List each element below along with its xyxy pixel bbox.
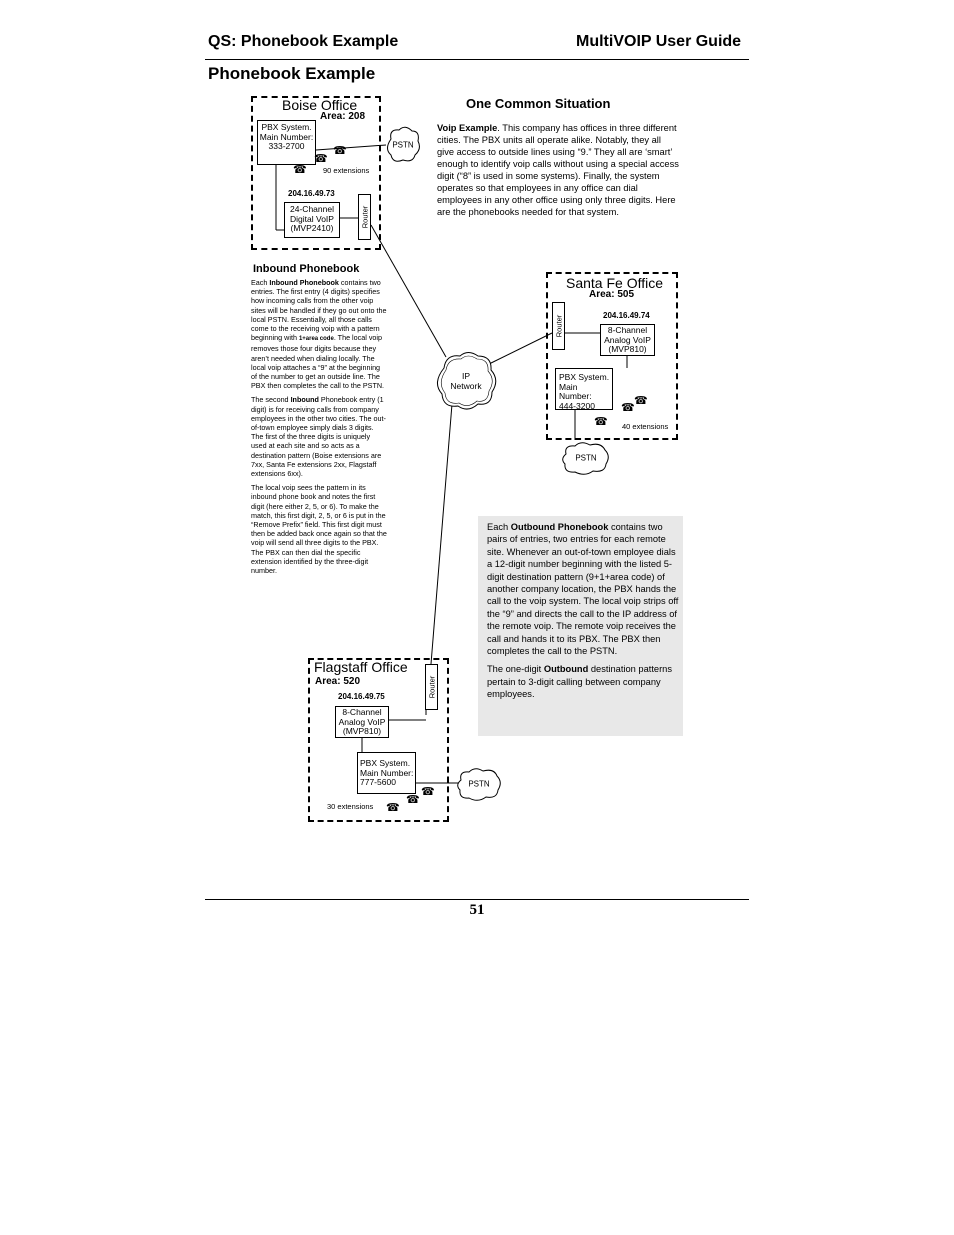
outbound-text-bold: Outbound [543, 664, 589, 675]
outbound-text-bold: Outbound Phonebook [510, 522, 609, 532]
flagstaff-ip-address: 204.16.49.75 [338, 692, 385, 701]
outbound-text: destination patterns pertain to 3-digit calling between company employees. [487, 664, 672, 700]
boise-office-title: Boise Office [282, 97, 358, 113]
santa-fe-router [552, 302, 565, 350]
boise-area-code: Area: 208 [320, 111, 366, 122]
header-guide-title: MultiVOIP User Guide [576, 33, 742, 50]
santa-fe-pbx-box [555, 368, 613, 410]
boise-ip-address: 204.16.49.73 [288, 189, 335, 198]
common-situation-title: One Common Situation [466, 96, 611, 111]
ip-network-label-line: Network [450, 381, 482, 391]
footer-rule [205, 899, 749, 900]
common-situation-body: . This company has offices in three different cities. The PBX units all operate alike. Notably, they all give access to outside lines using “9.” They all are ‘smart’ enough to identify voip calls without using a special access digit (“8” is used in some systems). Finally, the system operates so that employees in any office can dial employees in any other office using only three digits. Here are the phonebooks needed for that system. [437, 123, 679, 217]
santa-fe-voip-channel: 8-Channel [607, 325, 648, 335]
inbound-text-bold: Inbound [290, 395, 319, 405]
telephone-icon: ☎ [634, 395, 648, 407]
flagstaff-office-title: Flagstaff Office [314, 659, 408, 675]
voip-example-label: Voip Example [437, 123, 498, 133]
santa-fe-pbx-number-label: Main Number: [559, 381, 592, 401]
ip-network-label [434, 371, 498, 391]
inbound-text-bold: Inbound Phonebook [269, 278, 339, 287]
santa-fe-router-label: Router [554, 314, 563, 338]
santa-fe-voip-model: (MVP810) [608, 344, 647, 354]
telephone-icon: ☎ [333, 145, 347, 157]
flagstaff-extensions: 30 extensions [327, 802, 374, 811]
flagstaff-pstn-label: PSTN [468, 779, 490, 789]
telephone-icon: ☎ [293, 164, 307, 176]
santa-fe-pstn-cloud [561, 440, 611, 476]
inbound-phonebook-title: Inbound Phonebook [253, 263, 360, 275]
inbound-text: The local voip sees the pattern in its inbound phone book and notes the first digit (here either 2, 5, or 6). To make the match, this first digit, 2, 5, or 6 is put in the “Remove Prefix” field. This first digit must then be added back once again so that the voip will send all three digits to the PBX. The PBX can then dial the specific extension identified by the three-digit number. [251, 483, 387, 576]
inbound-text: . The local voip removes those four digits because they aren’t needed when dialing locally. The local voip attaches a “9” at the beginning of the number to get an outside line. The PBX then completes the call to the PSTN. [251, 333, 385, 391]
flagstaff-voip-type: Analog VoIP [338, 716, 386, 727]
santa-fe-pbx-label: PBX System. [559, 372, 610, 382]
boise-pbx-number: 333-2700 [268, 141, 305, 151]
inbound-text: contains two entries. The first entry (4 digits) specifies how incoming calls from the other voip sites will be handled if they go out onto the local PSTN. Essentially, all those calls come to the receiving voip with a pattern beginning with [251, 278, 387, 343]
boise-router [358, 194, 371, 240]
inbound-text: Phonebook entry (1 digit) is for receiving calls from company employees in the other two cities. The out-of-town employee simply dials 3 digits. The first of the three digits is uniquely used at each site and so acts as a destination pattern (Boise extensions are 7xx, Santa Fe extensions 2xx, Flagstaff extensions 6xx). [251, 395, 386, 479]
flagstaff-voip-model: (MVP810) [342, 726, 382, 736]
santa-fe-voip-type: Analog VoIP [604, 334, 651, 345]
flagstaff-voip-box [335, 706, 389, 738]
santa-fe-office-title: Santa Fe Office [566, 275, 664, 291]
santa-fe-pbx-number: 444-3200 [559, 400, 595, 411]
telephone-icon: ☎ [421, 786, 435, 798]
ip-network-cloud [434, 350, 498, 412]
boise-voip-box [284, 202, 340, 238]
inbound-text: Each [251, 278, 270, 287]
flagstaff-pbx-number: 777-5600 [360, 777, 396, 787]
telephone-icon: ☎ [621, 402, 635, 414]
boise-voip-type: Digital VoIP [290, 213, 334, 224]
telephone-icon: ☎ [386, 802, 400, 814]
boise-pstn-label: PSTN [392, 140, 414, 150]
page-number: 51 [469, 902, 485, 918]
ip-network-label-line: IP [461, 371, 471, 381]
boise-pbx-label: PBX System. [261, 122, 312, 132]
flagstaff-pbx-label: PBX System. [360, 758, 411, 768]
santa-fe-pstn-label: PSTN [575, 453, 597, 463]
boise-extensions: 90 extensions [323, 166, 370, 175]
boise-voip-model: (MVP2410) [290, 223, 334, 233]
boise-router-label: Router [360, 205, 369, 229]
page-title: Phonebook Example [208, 64, 376, 83]
boise-voip-channel: 24-Channel [290, 204, 334, 214]
flagstaff-pbx-number-label: Main Number: [360, 767, 414, 778]
santa-fe-voip-box [600, 324, 655, 356]
outbound-text: contains two pairs of entries, two entries for each remote site. Whenever an out-of-town employee dials a 12-digit number beginning with the listed 5-digit destination pattern (9+1+area code) of another company location, the PBX hands the call to the voip system. The local voip strips off the “9” and directs the call to the IP address of the remote voip. The remote voip receives the call and hands it to its PBX. The PBX then completes the call to the PSTN. [487, 522, 679, 657]
flagstaff-router-label: Router [427, 675, 436, 699]
outbound-phonebook-text [487, 521, 679, 707]
flagstaff-router [425, 664, 438, 710]
flagstaff-voip-channel: 8-Channel [342, 707, 382, 717]
boise-pstn-cloud [385, 125, 421, 165]
santa-fe-ip-address: 204.16.49.74 [603, 311, 650, 320]
outbound-text: Each [487, 522, 511, 532]
flagstaff-area-code: Area: 520 [315, 676, 361, 687]
common-situation-text [437, 122, 679, 218]
flagstaff-pstn-cloud [456, 766, 502, 802]
inbound-text-bold: 1+area code [298, 336, 334, 343]
boise-pbx-box [257, 120, 316, 165]
boise-pbx-number-label: Main Number: [259, 131, 314, 142]
header-section-title: QS: Phonebook Example [208, 33, 399, 50]
telephone-icon: ☎ [314, 153, 328, 165]
telephone-icon: ☎ [406, 794, 420, 806]
telephone-icon: ☎ [594, 416, 608, 428]
inbound-text: The second [251, 395, 291, 405]
santa-fe-area-code: Area: 505 [589, 289, 635, 300]
inbound-phonebook-text [251, 278, 387, 580]
outbound-text: The one-digit [487, 664, 544, 675]
flagstaff-pbx-box [357, 752, 416, 794]
santa-fe-extensions: 40 extensions [622, 422, 669, 431]
